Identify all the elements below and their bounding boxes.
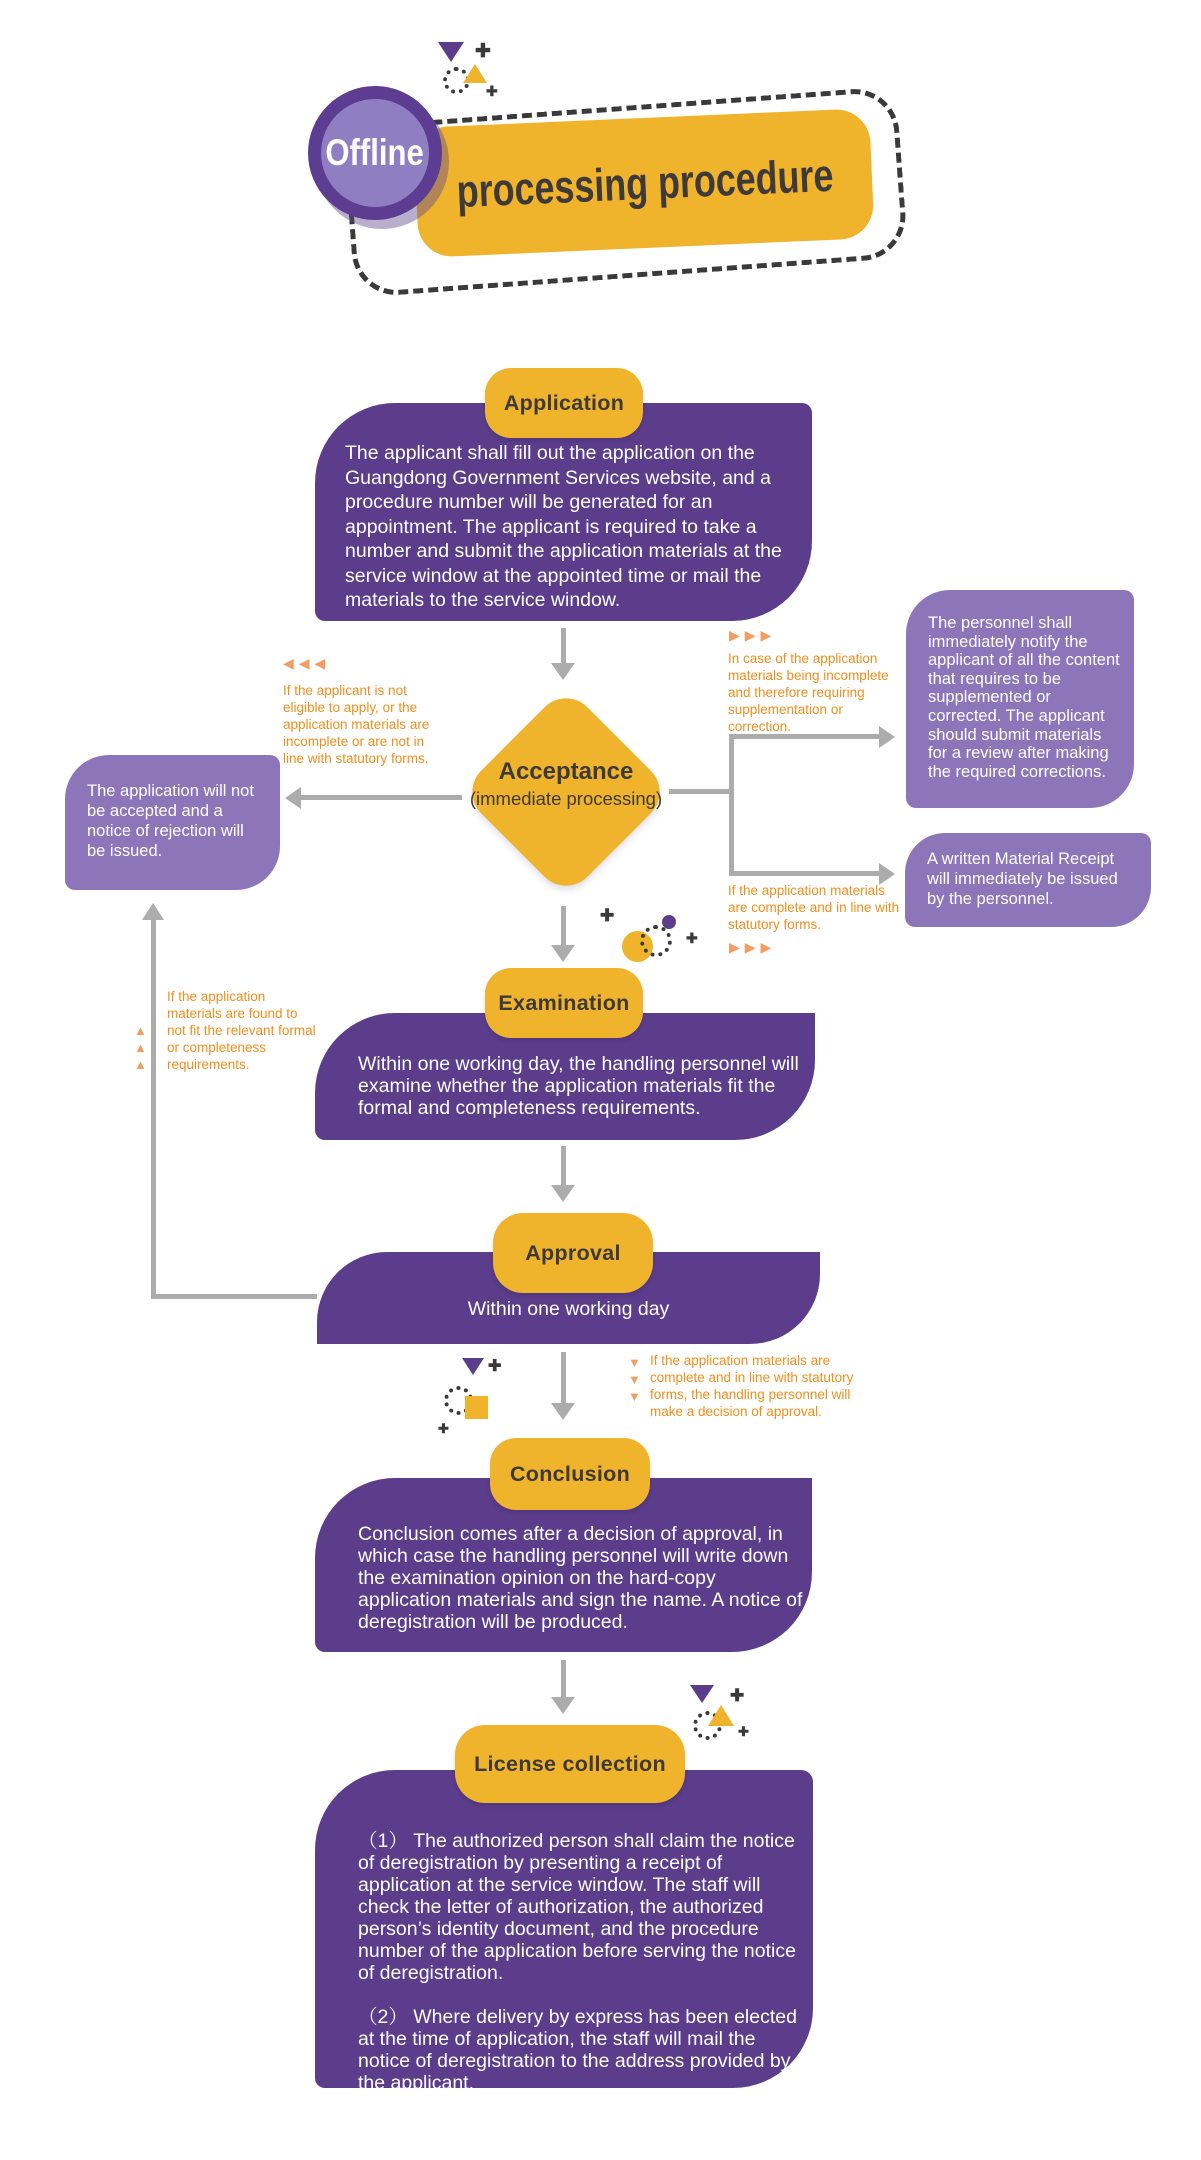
plus-icon: ✚: [475, 41, 491, 62]
acceptance-label: Acceptance: [498, 758, 634, 785]
supplement-outcome-box: [906, 590, 1134, 808]
acceptance-sublabel: (immediate processing): [469, 788, 663, 809]
right-arrows-icon: ▶▶▶: [729, 939, 777, 955]
reject-outcome-box: [65, 755, 280, 890]
connector-acceptance-reject: [300, 795, 462, 800]
purple-triangle-icon: [438, 42, 464, 62]
connector-examination-approval-arrowhead: [551, 1185, 575, 1202]
license-body-1: （1） The authorized person shall claim the notice of deregistration by presenting a receipt of application at the service window. The staff will check the letter of authorization, the authorized person’s identity document, and the procedure number of the application before serving the notice of deregistration.: [358, 1830, 796, 1984]
license-body-2: （2） Where delivery by express has been elected at the time of application, the staff will mail the notice of deregistration to the address provided by the applicant.: [358, 2006, 797, 2094]
connector-approval-conclusion: [561, 1352, 566, 1404]
yellow-triangle-icon: [708, 1705, 734, 1726]
condition-not-fit: If the application materials are found to not fit the relevant formal or completeness requirements.: [167, 989, 316, 1072]
receipt-outcome-text: A written Material Receipt will immediately be issued by the personnel.: [927, 850, 1118, 908]
condition-not-eligible: If the applicant is not eligible to apply, or the application materials are incomplete or are not in line with statutory forms.: [283, 683, 430, 766]
acceptance-text: [446, 758, 686, 810]
examination-body: Within one working day, the handling personnel will examine whether the application materials fit the formal and completeness requirements.: [358, 1053, 799, 1119]
yellow-square-icon: [465, 1396, 488, 1419]
offline-badge: [308, 86, 442, 220]
connector-conclusion-license: [561, 1660, 566, 1698]
up-arrows-icon: ▲ ▲ ▲: [134, 1023, 147, 1072]
license-box: [315, 1770, 813, 2094]
license-decoration-cluster: [688, 1683, 758, 1747]
purple-dot-icon: [662, 915, 676, 929]
application-label: Application: [485, 368, 643, 438]
title-banner-text: processing procedure: [455, 148, 835, 218]
examination-label: Examination: [485, 968, 643, 1038]
plus-icon: ✚: [738, 1724, 749, 1739]
approval-decoration-cluster: [438, 1354, 508, 1438]
dotted-circle-icon: [640, 925, 672, 957]
conclusion-body: Conclusion comes after a decision of approval, in which case the handling personnel will write down the examination opinion on the hard-copy application materials and sign the name. A notice of deregistration will be produced.: [358, 1523, 803, 1633]
connector-right-vertical: [729, 734, 734, 876]
condition-approve: If the application materials are complete and in line with statutory forms, the handling personnel will make a decision of approval.: [650, 1353, 854, 1419]
approval-body: Within one working day: [467, 1298, 670, 1320]
feedback-connector-horizontal: [151, 1294, 317, 1299]
offline-badge-text: Offline: [325, 132, 425, 173]
plus-icon: ✚: [730, 1686, 745, 1705]
plus-icon: ✚: [600, 906, 615, 925]
connector-acceptance-reject-arrowhead: [285, 787, 301, 809]
connector-conclusion-license-arrowhead: [551, 1697, 575, 1714]
purple-triangle-icon: [690, 1685, 714, 1703]
reject-outcome-text: The application will not be accepted and a notice of rejection will be issued.: [87, 782, 254, 860]
condition-incomplete: In case of the application materials being incomplete and therefore requiring supplementation or correction.: [728, 651, 889, 734]
connector-application-acceptance-arrowhead: [551, 663, 575, 680]
application-body: The applicant shall fill out the application on the Guangdong Government Services website, and a procedure number will be generated for an appointment. The applicant is required to take a number and submit the application materials at the service window at the appointed time or mail the materials to the service window.: [345, 442, 782, 611]
connector-acceptance-examination-arrowhead: [551, 945, 575, 962]
connector-approval-conclusion-arrowhead: [551, 1403, 575, 1420]
feedback-connector-vertical: [151, 920, 156, 1299]
down-arrows-icon: ▼ ▼ ▼: [628, 1355, 641, 1404]
yellow-triangle-icon: [463, 64, 487, 83]
receipt-outcome-box: [905, 833, 1151, 927]
conclusion-label: Conclusion: [490, 1438, 650, 1510]
plus-icon: ✚: [486, 83, 498, 99]
approval-label: Approval: [493, 1213, 653, 1293]
plus-icon: ✚: [686, 930, 698, 946]
connector-application-acceptance: [561, 628, 566, 664]
mid-decoration-cluster: [598, 903, 708, 969]
condition-complete: If the application materials are complete and in line with statutory forms.: [728, 883, 900, 932]
license-label: License collection: [455, 1725, 685, 1803]
feedback-connector-arrowhead: [142, 903, 164, 920]
plus-icon: ✚: [438, 1421, 449, 1436]
purple-triangle-icon: [462, 1358, 484, 1375]
title-decoration-cluster: [430, 36, 510, 102]
connector-examination-approval: [561, 1146, 566, 1186]
plus-icon: ✚: [488, 1358, 502, 1375]
left-arrows-icon: ◀◀◀: [283, 655, 331, 671]
connector-to-receipt: [729, 871, 879, 876]
supplement-outcome-text: The personnel shall immediately notify the applicant of all the content that requires to be supplemented or corrected. The applicant should submit materials for a review after making the required corrections.: [928, 614, 1120, 781]
connector-acceptance-examination: [561, 906, 566, 946]
right-arrows-icon: ▶▶▶: [729, 627, 777, 643]
